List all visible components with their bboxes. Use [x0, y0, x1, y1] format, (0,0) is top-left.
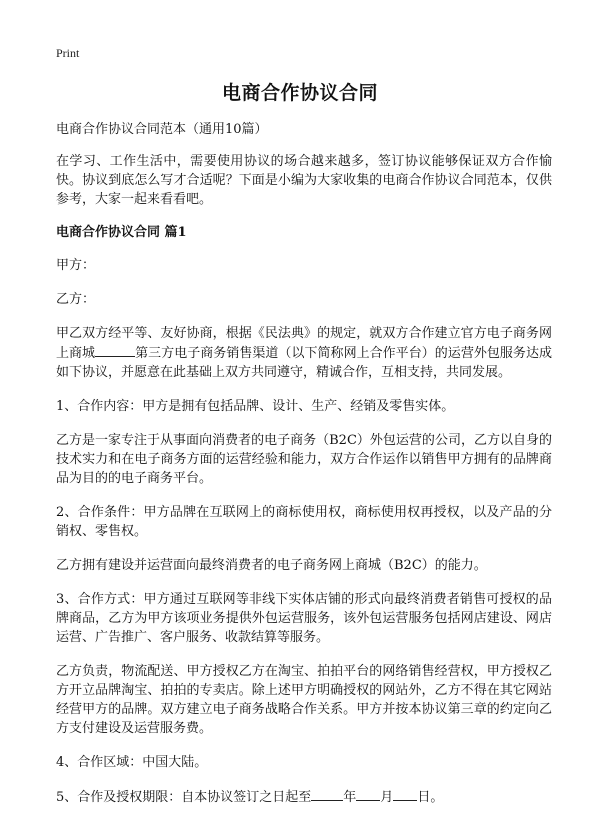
print-link[interactable]: Print: [56, 46, 80, 60]
clause-1-detail: 乙方是一家专注于从事面向消费者的电子商务（B2C）外包运营的公司，乙方以自身的技术实力和在电子商务方面的运营经验和能力，双方合作运作以销售甲方拥有的品牌商品为目的的电子商务平台。: [56, 433, 552, 486]
party-a-line: 甲方：: [56, 258, 96, 273]
clause-2: 2、合作条件：甲方品牌在互联网上的商标使用权，商标使用权再授权，以及产品的分销权、零售权。: [56, 505, 552, 539]
clause-1: 1、合作内容：甲方是拥有包括品牌、设计、生产、经销及零售实体。: [56, 399, 455, 414]
month-label: 月: [380, 790, 394, 805]
clause-3-detail: 乙方负责，物流配送、甲方授权乙方在淘宝、拍拍平台的网络销售经营权，甲方授权乙方开立品牌淘宝、拍拍的专卖店。除上述甲方明确授权的网站外，乙方不得在其它网站经营甲方的品牌。双方建立电子商务战略合作关系。甲方并按本协议第三章的约定向乙方支付建设及运营服务费。: [56, 664, 552, 736]
year-blank: [311, 787, 343, 801]
preamble-paragraph: [56, 324, 552, 382]
document-body: [56, 120, 552, 822]
clause-2-detail: 乙方拥有建设并运营面向最终消费者的电子商务网上商城（B2C）的能力。: [56, 558, 487, 573]
intro-paragraph: 在学习、工作生活中，需要使用协议的场合越来越多，签订协议能够保证双方合作愉快。协议到底怎么写才合适呢？下面是小编为大家收集的电商合作协议合同范本，仅供参考，大家一起来看看吧。: [56, 154, 552, 207]
day-label: 日。: [417, 790, 444, 805]
year-label: 年: [343, 790, 357, 805]
preamble-text-start: 甲乙双方经平等、友好协商，根据《民法典》的规定，就双方合作建立官方电子商务网上商城: [56, 326, 552, 361]
clause-4: 4、合作区域：中国大陆。: [56, 755, 208, 770]
party-b-line: 乙方：: [56, 292, 96, 307]
clause-5: [56, 787, 552, 807]
clause-3: 3、合作方式：甲方通过互联网等非线下实体店铺的形式向最终消费者销售可授权的品牌商品，乙方为甲方该项业务提供外包运营服务，该外包运营服务包括网店建设、网店运营、广告推广、客户服务、收款结算等服务。: [56, 592, 552, 645]
day-blank: [393, 787, 417, 801]
clause-5-text: 5、合作及授权期限：自本协议签订之日起至: [56, 790, 312, 805]
platform-name-blank: [95, 343, 135, 357]
section-heading: 电商合作协议合同 篇1: [56, 225, 187, 240]
page-title: 电商合作协议合同: [221, 82, 378, 104]
month-blank: [356, 787, 380, 801]
preamble-text-end: 第三方电子商务销售渠道（以下简称网上合作平台）的运营外包服务达成如下协议，并愿意在此基础上双方共同遵守，精诚合作，互相支持，共同发展。: [56, 346, 552, 380]
document-subtitle: 电商合作协议合同范本（通用10篇）: [56, 122, 268, 137]
